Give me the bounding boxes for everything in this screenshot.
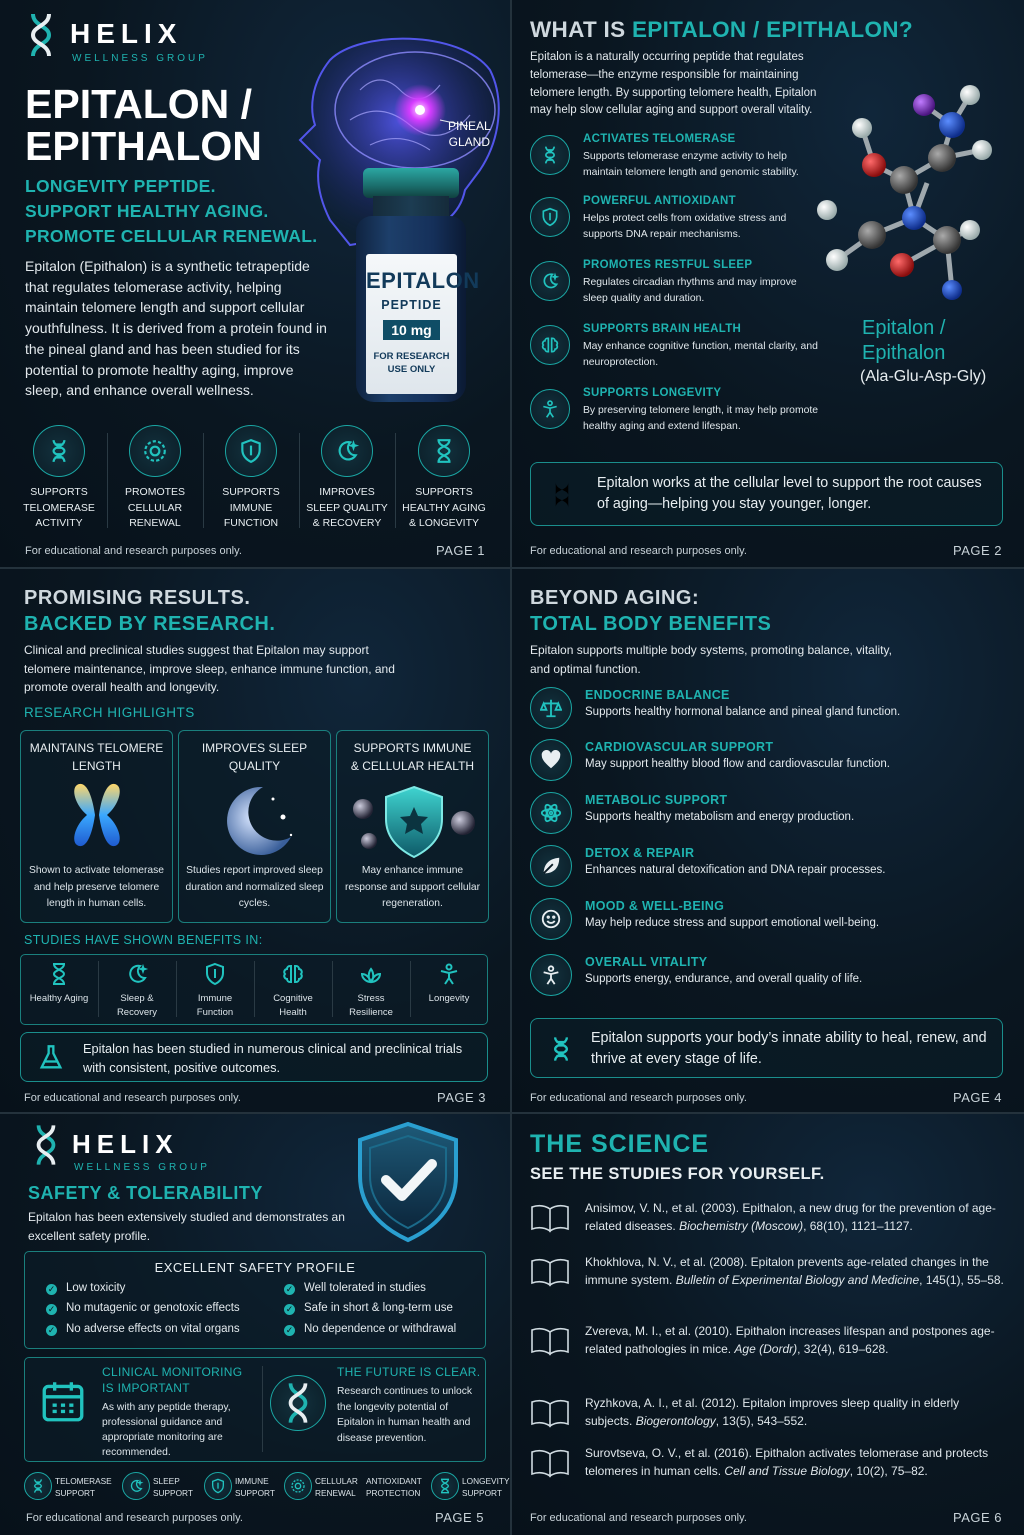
label-text: ACTIVITY xyxy=(35,517,83,529)
label-text: RENEWAL xyxy=(315,1488,356,1498)
study-item xyxy=(254,962,332,1019)
label-text: Regulates circadian rhythms and may improve sleep quality and duration. xyxy=(583,277,797,304)
leaf-icon xyxy=(540,855,562,877)
label-text: PROTECTION xyxy=(366,1488,421,1498)
label-text: DETOX & REPAIR xyxy=(585,846,695,860)
brand-sub: WELLNESS GROUP xyxy=(74,1162,210,1173)
book-icon xyxy=(530,1257,570,1287)
label-text: Cell and Tissue Biology xyxy=(724,1464,850,1479)
pineal-label: PINEAL xyxy=(448,119,491,133)
molecule-name: Epithalon xyxy=(862,342,946,364)
hourglass-icon xyxy=(437,1478,453,1494)
label-text: Supports energy, endurance, and overall quality of life. xyxy=(585,973,863,985)
person-icon xyxy=(540,964,562,986)
cell-icon xyxy=(142,438,168,464)
description: Epitalon (Epithalon) is a synthetic tetrapeptide that regulates telomerase activity, helping maintain telomere length and support cellular youthfulness. It is derived from a protein found in the pineal gland and has been studied for its potential to promote healthy aging, improve sleep, and enhance overall wellness. xyxy=(25,258,327,399)
label-text: SLEEP xyxy=(153,1476,180,1486)
label-text: Ryzhkova, A. I., et al. (2012). Epitalon improves sleep quality in elderly subjects. xyxy=(585,1396,960,1429)
check-item xyxy=(284,1302,453,1315)
label-text: HEALTHY AGING xyxy=(402,501,486,514)
study-item xyxy=(410,962,488,1006)
label-text: IMPROVES SLEEP xyxy=(201,741,308,755)
page-number: PAGE 2 xyxy=(952,543,1002,558)
label-text: Biochemistry (Moscow) xyxy=(679,1219,804,1234)
page-2 xyxy=(512,0,1024,567)
label-text: LENGTH xyxy=(72,758,121,773)
label-text: Resilience xyxy=(349,1006,393,1018)
label-text: Well tolerated in studies xyxy=(304,1282,426,1294)
check-icon: ✓ xyxy=(47,1325,56,1335)
book-icon xyxy=(530,1203,570,1233)
moon-icon xyxy=(334,438,360,464)
brand-sub: WELLNESS GROUP xyxy=(72,53,208,64)
vial-name: EPITALON xyxy=(366,268,480,293)
immune-shield-icon xyxy=(351,781,477,861)
page-number: PAGE 3 xyxy=(436,1090,486,1105)
pineal-label: GLAND xyxy=(448,135,491,149)
callout-box xyxy=(530,462,1003,526)
check-item xyxy=(284,1323,456,1336)
page-title: THE SCIENCE xyxy=(530,1130,710,1158)
label-text: METABOLIC SUPPORT xyxy=(585,793,728,807)
benefit-item xyxy=(203,425,299,532)
label-text: LONGEVITY xyxy=(462,1476,510,1486)
molecule-illustration xyxy=(802,80,1022,310)
dna-icon xyxy=(30,1478,46,1494)
shield-icon xyxy=(238,438,264,464)
page-title: SAFETY & TOLERABILITY xyxy=(28,1183,263,1203)
label-text: , 145(1), 55–58. xyxy=(919,1273,1004,1288)
moon-icon xyxy=(128,1478,144,1494)
label-text: CELLULAR xyxy=(315,1476,358,1486)
label-text: Recovery xyxy=(116,1006,158,1018)
tagline: LONGEVITY PEPTIDE. xyxy=(25,176,216,196)
label-text: May enhance immune response and support cellular regeneration. xyxy=(344,865,481,909)
label-text: Studies report improved sleep duration and normalized sleep cycles. xyxy=(185,865,324,909)
book-icon xyxy=(530,1448,570,1478)
label-text: ACTIVATES TELOMERASE xyxy=(583,133,736,145)
label-text: May help reduce stress and support emotional well-being. xyxy=(585,917,880,929)
dna-icon xyxy=(547,1028,575,1070)
tagline: SUPPORT HEALTHY AGING. xyxy=(25,201,269,221)
chromosome-icon xyxy=(67,781,127,859)
footer-note: For educational and research purposes only. xyxy=(530,545,747,557)
check-shield-icon xyxy=(352,1120,464,1245)
label-text: EPITALON / EPITHALON? xyxy=(631,17,913,42)
benefit-item xyxy=(11,425,107,532)
benefit-row xyxy=(530,739,1000,787)
label-text: & RECOVERY xyxy=(312,517,382,529)
dna-badge xyxy=(270,1375,326,1431)
label-text: May support healthy blood flow and cardiovascular function. xyxy=(585,758,890,770)
study-item xyxy=(98,962,176,1019)
future-text: Research continues to unlock the longevity potential of Epitalon in human health and disease prevention. xyxy=(337,1386,473,1444)
person-icon xyxy=(540,399,560,419)
label-text: , 13(5), 543–552. xyxy=(715,1414,808,1429)
label-text: SUPPORTS LONGEVITY xyxy=(583,387,722,399)
check-item xyxy=(46,1282,125,1295)
label-text: & CELLULAR HEALTH xyxy=(350,758,475,773)
label-text: SUPPORT xyxy=(235,1488,275,1498)
label-text: & LONGEVITY xyxy=(408,517,480,529)
label-text: QUALITY xyxy=(228,758,281,773)
benefit-row xyxy=(530,845,1000,893)
research-card xyxy=(178,730,331,923)
hourglass-icon xyxy=(431,438,457,464)
label-text: Low toxicity xyxy=(66,1282,126,1294)
footer-note: For educational and research purposes only. xyxy=(26,1512,243,1524)
callout-box xyxy=(20,1032,488,1082)
label-text: WHAT IS xyxy=(530,17,632,42)
monitoring-text: As with any peptide therapy, professional guidance and appropriate monitoring are recommended. xyxy=(102,1402,231,1458)
callout-text: Epitalon works at the cellular level to support the root causes of aging—helping you stay younger, longer. xyxy=(597,475,982,512)
page-number: PAGE 4 xyxy=(952,1090,1002,1105)
future-title: THE FUTURE IS CLEAR. xyxy=(337,1365,481,1379)
calendar-icon xyxy=(38,1376,88,1426)
benefit-row xyxy=(530,898,1000,946)
label-text: , 68(10), 1121–1127. xyxy=(803,1219,913,1234)
label-text: SUPPORTS xyxy=(30,486,88,498)
page-number: PAGE 5 xyxy=(434,1510,484,1525)
dna-icon xyxy=(547,474,577,516)
page-3 xyxy=(0,569,510,1112)
label-text: ENDOCRINE BALANCE xyxy=(585,688,730,702)
brand-name: HELIX xyxy=(70,18,183,49)
intro-text: Clinical and preclinical studies suggest that Epitalon may support telomere maintenance, improve sleep, enhance immune function, and promote overall health and longevity. xyxy=(24,643,395,694)
helix-logo-icon xyxy=(26,12,56,58)
crescent-moon-icon xyxy=(211,779,301,861)
intro-text: Epitalon is a naturally occurring peptide that regulates telomerase—the enzyme responsible for maintaining telomere length. By supporting telomere health, Epitalon may help slow cellular aging and support overall vitality. xyxy=(530,51,817,117)
footer-note: For educational and research purposes only. xyxy=(24,1092,241,1104)
label-text: Shown to activate telomerase and help preserve telomere length in human cells. xyxy=(28,865,165,909)
label-text: Helps protect cells from oxidative stress and supports DNA repair mechanisms. xyxy=(583,213,787,240)
benefit-row xyxy=(530,792,1000,840)
label-text: POWERFUL ANTIOXIDANT xyxy=(583,195,736,207)
label-text: SUPPORT xyxy=(153,1488,193,1498)
label-text: Supports healthy metabolism and energy production. xyxy=(585,811,855,823)
label-text: OVERALL VITALITY xyxy=(585,955,708,969)
label-text: SUPPORTS IMMUNE xyxy=(353,741,472,755)
section-heading: STUDIES HAVE SHOWN BENEFITS IN: xyxy=(24,933,263,947)
label-text: SUPPORT xyxy=(55,1488,95,1498)
footer-note: For educational and research purposes only. xyxy=(530,1512,747,1524)
check-icon: ✓ xyxy=(285,1304,294,1314)
benefit-row xyxy=(530,687,1000,735)
dna-icon xyxy=(46,438,72,464)
label-text: IMMUNE xyxy=(229,501,273,514)
vial-note: USE ONLY xyxy=(387,364,436,375)
research-card xyxy=(336,730,489,923)
label-text: Age (Dordr) xyxy=(734,1342,798,1357)
study-item xyxy=(176,962,254,1019)
vial-sub: PEPTIDE xyxy=(381,298,442,312)
label-text: Bulletin of Experimental Biology and Medicine xyxy=(675,1273,920,1288)
label-text: Anisimov, V. N., et al. (2003). Epithalon, a new drug for the prevention of age-related diseases. xyxy=(585,1201,996,1234)
label-text: TELOMERASE xyxy=(23,501,95,514)
check-icon: ✓ xyxy=(47,1304,56,1314)
label-text: TELOMERASE xyxy=(55,1476,112,1486)
label-text: CELLULAR xyxy=(127,501,183,514)
brand-name: HELIX xyxy=(72,1129,179,1159)
page-title: EPITHALON xyxy=(25,123,262,169)
book-icon xyxy=(530,1326,570,1356)
label-text: , 32(4), 619–628. xyxy=(797,1342,889,1357)
label-text: Zvereva, M. I., et al. (2010). Epithalon increases lifespan and postpones age-related pathologies in mice. xyxy=(585,1324,995,1357)
study-item xyxy=(332,962,410,1019)
label-text: Stress xyxy=(357,993,385,1004)
panel-title: EXCELLENT SAFETY PROFILE xyxy=(154,1260,356,1275)
intro-text: Epitalon supports multiple body systems, promoting balance, vitality, and optimal function. xyxy=(530,643,892,676)
label-text: Khokhlova, N. V., et al. (2008). Epitalon prevents age-related changes in the immune system. xyxy=(585,1255,989,1288)
check-item xyxy=(284,1282,426,1295)
cell-icon xyxy=(290,1478,306,1494)
label-text: , 10(2), 75–82. xyxy=(849,1464,928,1479)
label-text: FUNCTION xyxy=(223,517,279,529)
benefit-row xyxy=(530,954,1000,1002)
benefit-item xyxy=(396,425,492,532)
flask-icon xyxy=(37,1043,65,1073)
page-6 xyxy=(512,1114,1024,1535)
page-title: TOTAL BODY BENEFITS xyxy=(530,613,772,635)
research-card xyxy=(20,730,173,923)
check-item xyxy=(46,1323,240,1336)
label-text: Longevity xyxy=(428,993,470,1004)
check-icon: ✓ xyxy=(285,1325,294,1335)
callout-text: Epitalon supports your body’s innate ability to heal, renew, and thrive at every stage of life. xyxy=(591,1030,987,1067)
label-text: RENEWAL xyxy=(129,517,181,529)
monitoring-title: IS IMPORTANT xyxy=(102,1380,190,1395)
label-text: Biogerontology xyxy=(635,1414,716,1429)
shield-icon xyxy=(540,207,560,227)
label-text: SUPPORTS xyxy=(222,486,280,498)
page-1 xyxy=(0,0,510,567)
page-subtitle: SEE THE STUDIES FOR YOURSELF. xyxy=(530,1165,825,1183)
brain-icon xyxy=(540,335,560,355)
label-text: PROMOTES xyxy=(124,486,186,498)
page-title: EPITALON / xyxy=(25,81,253,127)
benefit-item xyxy=(107,425,203,532)
intro-text: Epitalon has been extensively studied and demonstrates an excellent safety profile. xyxy=(28,1210,345,1243)
label-text: Healthy Aging xyxy=(29,993,89,1004)
label-text: Supports healthy hormonal balance and pineal gland function. xyxy=(585,706,901,718)
study-item xyxy=(20,962,98,1006)
smile-icon xyxy=(540,908,562,930)
label-text: Surovtseva, O. V., et al. (2016). Epithalon activates telomerase and protects telomeres in human cells. xyxy=(585,1446,989,1479)
label-text: No mutagenic or genotoxic effects xyxy=(66,1302,240,1314)
check-icon: ✓ xyxy=(285,1284,294,1294)
section-heading: RESEARCH HIGHLIGHTS xyxy=(24,705,195,720)
callout-box xyxy=(530,1018,1003,1078)
label-text: ANTIOXIDANT xyxy=(366,1476,422,1486)
page-5 xyxy=(0,1114,510,1535)
label-text: PROMOTES RESTFUL SLEEP xyxy=(583,259,753,271)
vial-note: FOR RESEARCH xyxy=(373,351,450,362)
molecule-name: Epitalon / xyxy=(862,317,946,339)
label-text: Supports telomerase enzyme activity to help maintain telomere length and genomic stability. xyxy=(583,151,799,178)
vial-dose: 10 mg xyxy=(383,320,439,340)
label-text: Immune xyxy=(197,993,233,1004)
label-text: SUPPORTS xyxy=(415,486,473,498)
shield-icon xyxy=(210,1478,226,1494)
page-number: PAGE 1 xyxy=(435,543,485,558)
moon-icon xyxy=(540,271,560,291)
footer-note: For educational and research purposes only. xyxy=(25,545,242,557)
label-text: IMMUNE xyxy=(235,1476,269,1486)
label-text: May enhance cognitive function, mental clarity, and neuroprotection. xyxy=(583,341,818,368)
label-text: Cognitive xyxy=(273,993,313,1004)
page-title: BEYOND AGING: xyxy=(530,587,700,609)
label-text: SUPPORTS BRAIN HEALTH xyxy=(583,323,742,335)
label-text: MAINTAINS TELOMERE xyxy=(29,741,164,755)
label-text: IMPROVES xyxy=(319,486,375,498)
label-text: Safe in short & long-term use xyxy=(304,1302,453,1314)
page-title xyxy=(530,17,913,43)
callout-text: Epitalon has been studied in numerous clinical and preclinical trials with consistent, positive outcomes. xyxy=(83,1041,463,1075)
scale-icon xyxy=(540,697,562,719)
label-text: Health xyxy=(279,1006,307,1018)
monitoring-title: CLINICAL MONITORING xyxy=(102,1365,243,1379)
book-icon xyxy=(530,1398,570,1428)
label-text: Sleep & xyxy=(120,993,154,1004)
check-icon: ✓ xyxy=(47,1284,56,1294)
helix-logo-icon xyxy=(32,1123,60,1167)
dna-icon xyxy=(540,145,560,165)
label-text: MOOD & WELL-BEING xyxy=(585,899,725,913)
label-text: Enhances natural detoxification and DNA repair processes. xyxy=(585,864,886,876)
page-title: PROMISING RESULTS. xyxy=(24,587,251,609)
atom-icon xyxy=(540,802,562,824)
label-text: SUPPORT xyxy=(462,1488,502,1498)
molecule-sequence: (Ala-Glu-Asp-Gly) xyxy=(860,368,987,385)
tagline: PROMOTE CELLULAR RENEWAL. xyxy=(25,226,318,246)
label-text: No dependence or withdrawal xyxy=(304,1323,457,1335)
page-number: PAGE 6 xyxy=(952,1510,1002,1525)
label-text: No adverse effects on vital organs xyxy=(66,1323,240,1335)
footer-note: For educational and research purposes only. xyxy=(530,1092,747,1104)
helix-icon xyxy=(284,1381,312,1425)
label-text: CARDIOVASCULAR SUPPORT xyxy=(585,740,774,754)
heart-icon xyxy=(540,749,562,771)
label-text: SLEEP QUALITY xyxy=(306,501,388,514)
label-text: By preserving telomere length, it may help promote healthy aging and extend lifespan. xyxy=(583,405,819,432)
page-4 xyxy=(512,569,1024,1112)
label-text: Function xyxy=(196,1006,234,1018)
benefit-item xyxy=(299,425,395,532)
check-item xyxy=(46,1302,240,1315)
page-title: BACKED BY RESEARCH. xyxy=(24,613,276,635)
